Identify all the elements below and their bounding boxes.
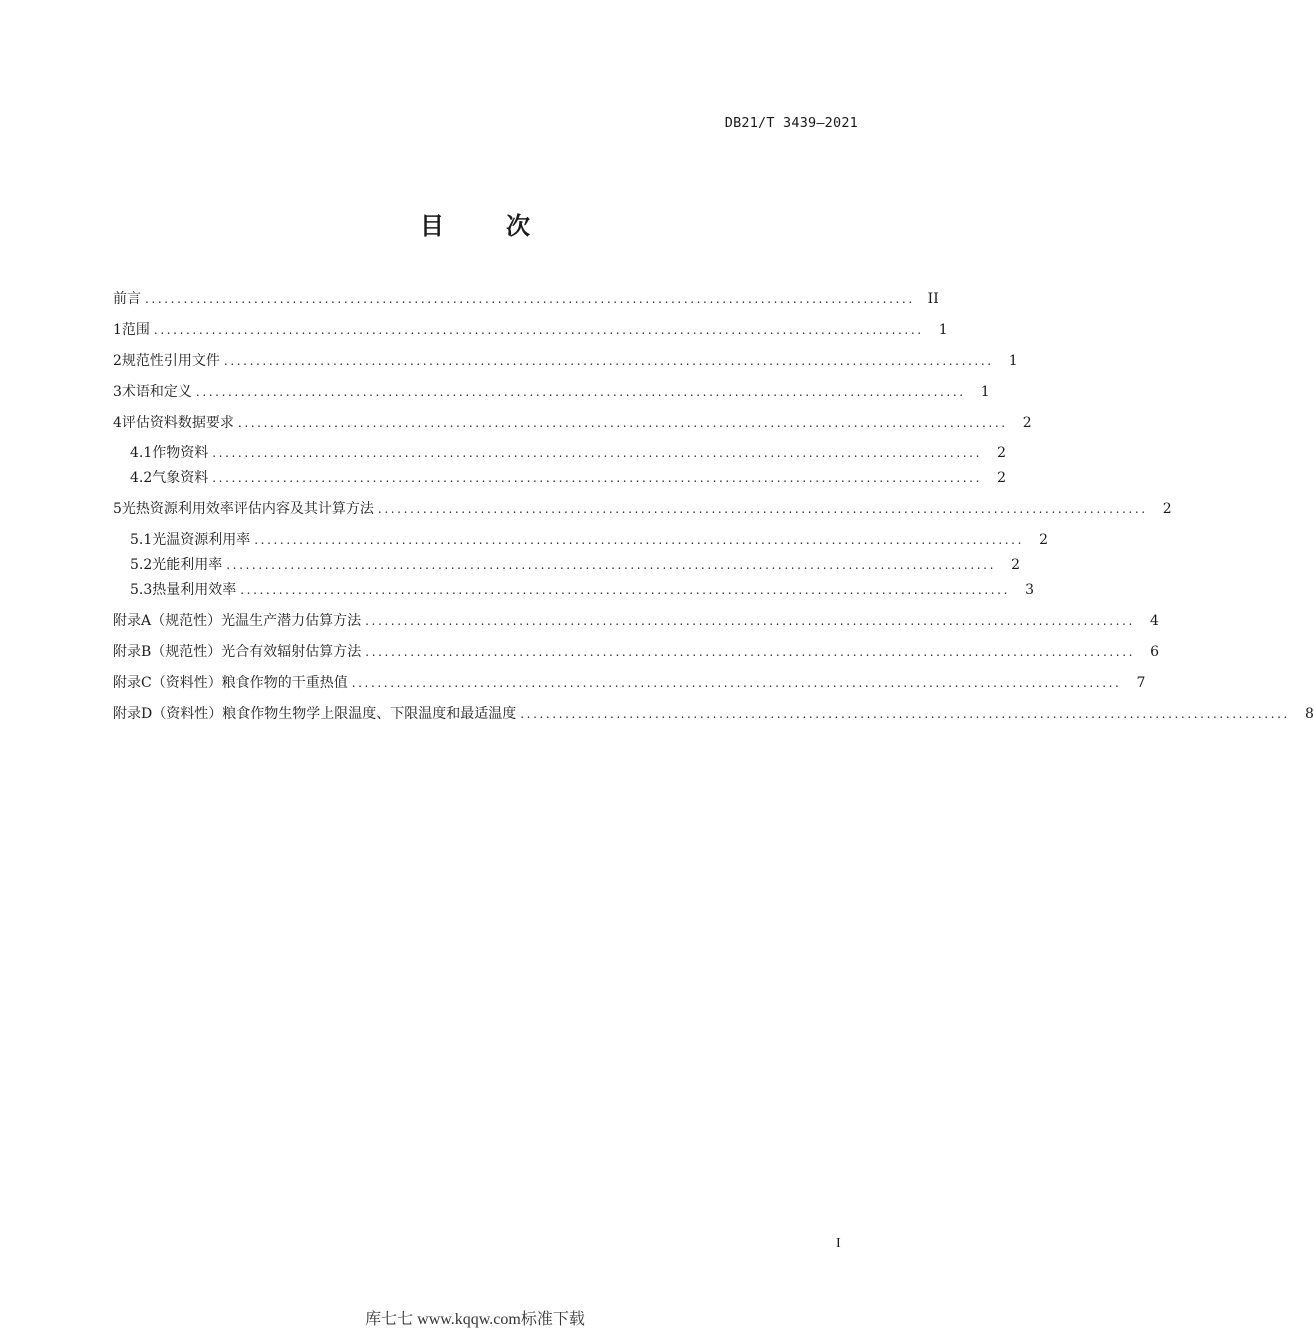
toc-leader-dots: ........................................................................................................................ <box>145 292 915 306</box>
toc-leader-dots: ........................................................................................................................ <box>365 614 1135 628</box>
toc-entry-page: 2 <box>997 445 1006 461</box>
toc-entry-label: 热量利用效率 <box>152 582 237 598</box>
toc-leader-dots: ........................................................................................................................ <box>254 533 1024 547</box>
toc-entry-page: 2 <box>1022 415 1032 431</box>
toc-leader-dots: ........................................................................................................................ <box>520 707 1290 721</box>
toc-entry-5[interactable] <box>113 499 1172 519</box>
toc-title <box>0 206 950 241</box>
toc-leader-dots: ........................................................................................................................ <box>365 645 1136 659</box>
toc-entry-page: 3 <box>1025 582 1034 598</box>
toc-entry-4-1[interactable] <box>130 443 1006 463</box>
toc-entry-number: 5.3 <box>130 582 153 598</box>
toc-entry-number: 4.1 <box>130 445 153 461</box>
toc-entry-number: 4.2 <box>130 470 153 486</box>
toc-entry-label: 光温资源利用率 <box>152 532 251 548</box>
toc-leader-dots: ........................................................................................................................ <box>237 416 1008 430</box>
toc-leader-dots: ........................................................................................................................ <box>195 385 966 399</box>
toc-entry-label: 范围 <box>121 322 150 338</box>
toc-entry-page: 6 <box>1150 644 1160 660</box>
toc-entry-5-1[interactable] <box>130 530 1048 550</box>
toc-entry-label: 光温生产潜力估算方法 <box>221 613 362 629</box>
toc-entry-number: 1 <box>113 322 122 338</box>
toc-leader-dots: ........................................................................................................................ <box>212 446 982 460</box>
toc-entry-label: 光热资源利用效率评估内容及其计算方法 <box>121 501 374 517</box>
toc-entry-page: 8 <box>1305 706 1314 722</box>
toc-entry-2[interactable] <box>113 351 1018 371</box>
toc-entry-label: 前言 <box>113 291 141 307</box>
toc-entry-label: 作物资料 <box>152 445 209 461</box>
toc-leader-dots: ........................................................................................................................ <box>226 558 996 572</box>
toc-entry-number: 5.1 <box>130 532 153 548</box>
toc-entry-number: 附录A（规范性） <box>113 613 222 629</box>
toc-entry-page: 2 <box>997 470 1006 486</box>
toc-entry-page: 4 <box>1149 613 1159 629</box>
toc-entry-number: 5 <box>113 501 122 517</box>
toc-entry-page: 2 <box>1162 501 1172 517</box>
toc-leader-dots: ........................................................................................................................ <box>240 583 1010 597</box>
toc-entry-4-2[interactable] <box>130 468 1006 488</box>
toc-entry-4[interactable] <box>113 413 1032 433</box>
toc-entry-page: 2 <box>1039 532 1048 548</box>
toc-entry-number: 2 <box>113 353 122 369</box>
toc-entry-number: 5.2 <box>130 557 153 573</box>
toc-entry-5-3[interactable] <box>130 580 1034 600</box>
toc-entry-appendix-d[interactable] <box>113 704 1314 724</box>
toc-entry-page: 1 <box>938 322 948 338</box>
toc-entry-label: 光能利用率 <box>152 557 223 573</box>
toc-leader-dots: ........................................................................................................................ <box>377 502 1148 516</box>
footer-watermark: 库七七 www.kqqw.com标准下载 <box>365 1311 585 1328</box>
toc-leader-dots: ........................................................................................................................ <box>212 471 982 485</box>
toc-entry-number: 附录D（资料性） <box>113 706 223 722</box>
toc-entry-appendix-c[interactable] <box>113 673 1146 693</box>
toc-entry-1[interactable] <box>113 320 948 340</box>
toc-entry-page: 1 <box>1008 353 1018 369</box>
toc-leader-dots: ........................................................................................................................ <box>351 676 1122 690</box>
toc-entry-number: 附录C（资料性） <box>113 675 222 691</box>
toc-entry-page: 2 <box>1011 557 1020 573</box>
toc-entry-number: 附录B（规范性） <box>113 644 222 660</box>
toc-entry-label: 评估资料数据要求 <box>121 415 234 431</box>
toc-entry-5-2[interactable] <box>130 555 1020 575</box>
toc-entry-label: 粮食作物的干重热值 <box>221 675 348 691</box>
toc-entry-label: 光合有效辐射估算方法 <box>221 644 362 660</box>
toc-entry-appendix-b[interactable] <box>113 642 1160 662</box>
toc-leader-dots: ........................................................................................................................ <box>223 354 994 368</box>
toc-entry-number: 4 <box>113 415 122 431</box>
toc-entry-page: II <box>927 291 939 307</box>
toc-entry-3[interactable] <box>113 382 990 402</box>
toc-entry-appendix-a[interactable] <box>113 611 1159 631</box>
toc-entry-page: 1 <box>980 384 990 400</box>
toc-entry-label: 粮食作物生物学上限温度、下限温度和最适温度 <box>222 706 517 722</box>
toc-entry-foreword[interactable] <box>113 289 939 309</box>
document-code: DB21/T 3439—2021 <box>724 115 858 131</box>
page-number: I <box>836 1236 841 1251</box>
toc-entry-number: 3 <box>113 384 122 400</box>
toc-leader-dots: ........................................................................................................................ <box>153 323 924 337</box>
toc-title-char-2: 次 <box>506 212 530 240</box>
toc-entry-label: 气象资料 <box>152 470 209 486</box>
toc-entry-page: 7 <box>1136 675 1146 691</box>
toc-entry-label: 规范性引用文件 <box>121 353 220 369</box>
toc-title-char-1: 目 <box>420 212 444 240</box>
toc-entry-label: 术语和定义 <box>121 384 192 400</box>
